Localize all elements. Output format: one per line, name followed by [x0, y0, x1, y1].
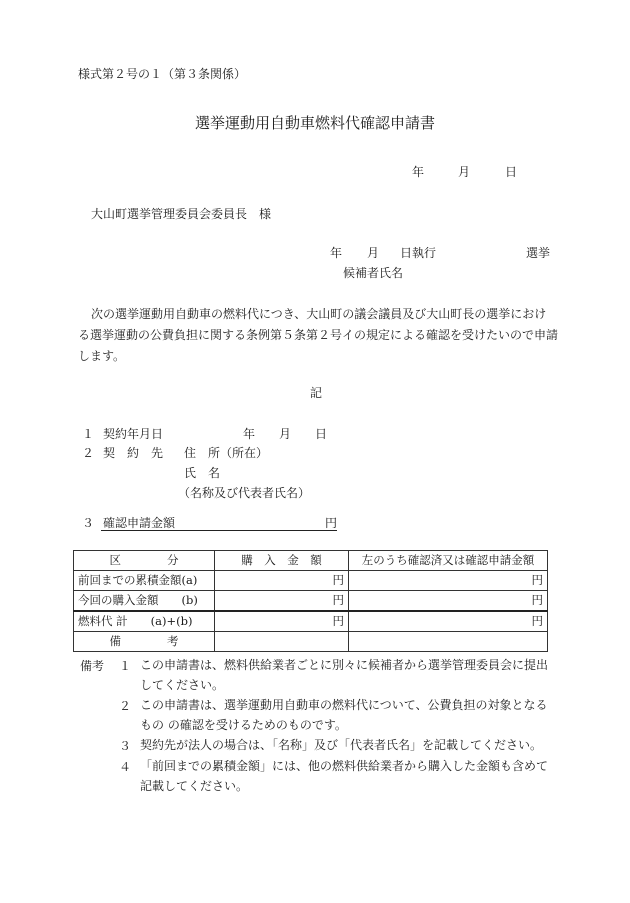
- notes-label: 備考: [80, 659, 105, 673]
- item2-label: 契 約 先: [103, 446, 164, 460]
- item3-yen-unit: 円: [325, 516, 338, 530]
- row-label: 備 考: [74, 632, 215, 652]
- note-text: この申請書は、選挙運動用自動車の燃料代について、公費負担の対象となるもの の確認を受けるためのものです。: [140, 698, 548, 732]
- row-amount: 円: [215, 571, 349, 591]
- election-day-exec-label: 日執行: [400, 246, 437, 260]
- note-text: この申請書は、燃料供給業者ごとに別々に候補者から選挙管理委員会に提出してください。: [140, 658, 549, 692]
- note-number: ４: [119, 760, 132, 774]
- item3-number: ３: [82, 516, 95, 530]
- note-number: １: [119, 659, 132, 673]
- header-purchase-amount: 購 入 金 額: [215, 551, 349, 571]
- row-amount: 円: [215, 591, 349, 612]
- note-text: 「前回までの累積金額」には、他の燃料供給業者から購入した金額も含めて記載してください。: [140, 759, 549, 793]
- date-month-label: 月: [458, 165, 471, 179]
- item1-year-label: 年: [243, 427, 256, 441]
- fuel-cost-table: [73, 550, 548, 652]
- item1-number: １: [82, 427, 95, 441]
- header-confirmed-amount: 左のうち確認済又は確認申請金額: [349, 551, 548, 571]
- row-confirmed: [349, 632, 548, 652]
- addressee: 大山町選挙管理委員会委員長 様: [91, 207, 272, 221]
- ki-heading: 記: [310, 386, 323, 400]
- item1-label: 契約年月日: [103, 427, 164, 441]
- item2-number: ２: [82, 446, 95, 460]
- table-row: [74, 591, 548, 612]
- row-confirmed: 円: [349, 571, 548, 591]
- row-label: 前回までの累積金額(a): [74, 571, 215, 591]
- election-year-label: 年: [330, 246, 343, 260]
- row-label: 燃料代 計 (a)+(b): [74, 611, 215, 632]
- note-text: 契約先が法人の場合は、「名称」及び「代表者氏名」を記載してください。: [140, 738, 543, 752]
- row-amount: [215, 632, 349, 652]
- item1-month-label: 月: [279, 427, 292, 441]
- date-day-label: 日: [505, 165, 518, 179]
- note-number: ２: [119, 699, 132, 713]
- date-year-label: 年: [412, 165, 425, 179]
- item2-address-label: 住 所（所在）: [184, 446, 269, 460]
- row-confirmed: 円: [349, 611, 548, 632]
- row-confirmed: 円: [349, 591, 548, 612]
- item3-label: 確認申請金額: [103, 516, 176, 530]
- item2-name-note: （名称及び代表者氏名）: [178, 486, 311, 500]
- header-category: 区 分: [74, 551, 215, 571]
- table-row: [74, 632, 548, 652]
- election-label: 選挙: [526, 246, 551, 260]
- table-row: [74, 611, 548, 632]
- item3-underline: [101, 530, 337, 531]
- item1-day-label: 日: [315, 427, 328, 441]
- note-number: ３: [119, 739, 132, 753]
- form-number: 様式第２号の１（第３条関係）: [78, 67, 247, 81]
- table-row: [74, 571, 548, 591]
- document-title: 選挙運動用自動車燃料代確認申請書: [194, 114, 435, 132]
- candidate-name-label: 候補者氏名: [343, 266, 404, 280]
- application-body-text: 次の選挙運動用自動車の燃料代につき、大山町の議会議員及び大山町長の選挙における選挙運動の公費負担に関する条例第５条第２号イの規定による確認を受けたいので申請します。: [78, 307, 559, 363]
- row-amount: 円: [215, 611, 349, 632]
- item2-name-label: 氏 名: [184, 466, 221, 480]
- table-header-row: [74, 551, 548, 571]
- election-month-label: 月: [367, 246, 380, 260]
- row-label: 今回の購入金額 (b): [74, 591, 215, 612]
